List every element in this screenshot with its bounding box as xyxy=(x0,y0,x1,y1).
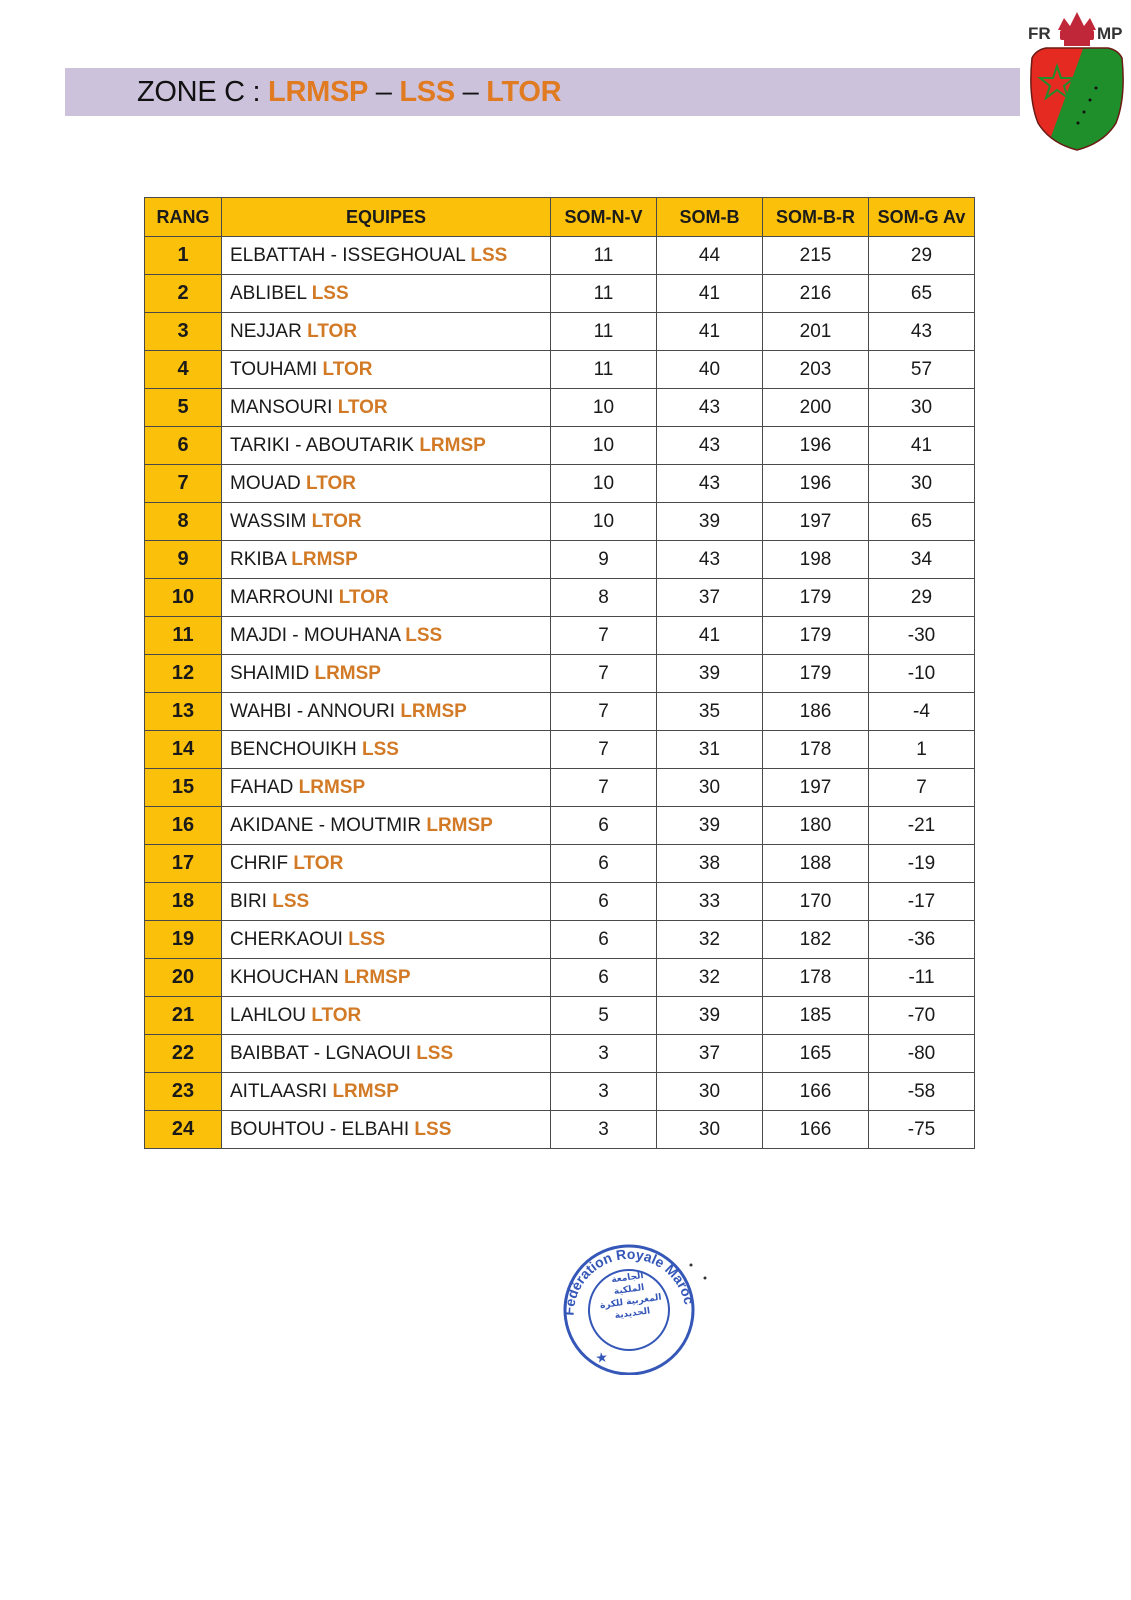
som-g-av-cell: -75 xyxy=(869,1111,975,1149)
league-ltor: LTOR xyxy=(486,75,562,108)
team-cell xyxy=(222,693,551,731)
som-b-cell: 33 xyxy=(657,883,763,921)
som-b-cell: 39 xyxy=(657,503,763,541)
team-name: BOUHTOU - ELBAHI xyxy=(230,1118,410,1140)
team-league: LTOR xyxy=(307,320,358,342)
team-league: LTOR xyxy=(337,396,388,418)
zone-title-prefix: ZONE C : xyxy=(137,75,269,108)
team-name: TOUHAMI xyxy=(230,358,318,380)
column-header-som-b-r: SOM-B-R xyxy=(763,198,869,237)
som-b-r-cell: 186 xyxy=(763,693,869,731)
team-league: LRMSP xyxy=(298,776,366,798)
table-row xyxy=(145,351,975,389)
som-b-r-cell: 178 xyxy=(763,959,869,997)
team-cell xyxy=(222,503,551,541)
som-g-av-cell: 65 xyxy=(869,503,975,541)
table-row xyxy=(145,655,975,693)
table-row xyxy=(145,959,975,997)
rank-cell: 6 xyxy=(145,427,222,465)
som-g-av-cell: -4 xyxy=(869,693,975,731)
som-b-r-cell: 200 xyxy=(763,389,869,427)
team-league: LSS xyxy=(470,244,508,266)
team-cell xyxy=(222,807,551,845)
som-g-av-cell: 30 xyxy=(869,389,975,427)
rank-cell: 23 xyxy=(145,1073,222,1111)
rank-cell: 13 xyxy=(145,693,222,731)
som-b-cell: 39 xyxy=(657,655,763,693)
team-cell xyxy=(222,237,551,275)
som-b-r-cell: 180 xyxy=(763,807,869,845)
team-league: LRMSP xyxy=(426,814,493,836)
rank-cell: 9 xyxy=(145,541,222,579)
team-cell xyxy=(222,845,551,883)
som-g-av-cell: -30 xyxy=(869,617,975,655)
team-league: LRMSP xyxy=(400,700,467,722)
column-header-som-b: SOM-B xyxy=(657,198,763,237)
som-g-av-cell: -17 xyxy=(869,883,975,921)
som-b-r-cell: 179 xyxy=(763,655,869,693)
team-name: BENCHOUIKH xyxy=(230,738,357,760)
team-name: BIRI xyxy=(230,890,267,912)
som-b-cell: 35 xyxy=(657,693,763,731)
zone-title-band xyxy=(65,68,1020,116)
team-cell xyxy=(222,1035,551,1073)
team-cell xyxy=(222,731,551,769)
logo-text-left: FR xyxy=(1028,24,1051,43)
team-name: MAJDI - MOUHANA xyxy=(230,624,400,646)
team-cell xyxy=(222,921,551,959)
team-name: WAHBI - ANNOURI xyxy=(230,700,396,722)
team-league: LSS xyxy=(361,738,399,760)
table-row xyxy=(145,769,975,807)
som-n-v-cell: 7 xyxy=(551,769,657,807)
crown-icon xyxy=(1058,12,1096,46)
team-league: LSS xyxy=(416,1042,454,1064)
som-g-av-cell: 29 xyxy=(869,579,975,617)
som-g-av-cell: 29 xyxy=(869,237,975,275)
rank-cell: 10 xyxy=(145,579,222,617)
team-league: LTOR xyxy=(293,852,344,874)
standings-table xyxy=(144,197,975,1149)
som-n-v-cell: 3 xyxy=(551,1111,657,1149)
team-league: LTOR xyxy=(306,472,356,494)
team-cell xyxy=(222,655,551,693)
som-b-r-cell: 188 xyxy=(763,845,869,883)
som-n-v-cell: 11 xyxy=(551,351,657,389)
team-league: LTOR xyxy=(311,510,362,532)
som-n-v-cell: 3 xyxy=(551,1035,657,1073)
som-g-av-cell: 43 xyxy=(869,313,975,351)
team-league: LSS xyxy=(405,624,443,646)
team-cell xyxy=(222,997,551,1035)
som-g-av-cell: -58 xyxy=(869,1073,975,1111)
team-league: LTOR xyxy=(322,358,373,380)
som-b-cell: 39 xyxy=(657,807,763,845)
som-n-v-cell: 3 xyxy=(551,1073,657,1111)
team-league: LSS xyxy=(348,928,386,950)
rank-cell: 5 xyxy=(145,389,222,427)
som-g-av-cell: 30 xyxy=(869,465,975,503)
som-n-v-cell: 11 xyxy=(551,275,657,313)
team-cell xyxy=(222,313,551,351)
team-league: LRMSP xyxy=(419,434,486,456)
som-b-cell: 38 xyxy=(657,845,763,883)
column-header-som-g-av: SOM-G Av xyxy=(869,198,975,237)
som-b-r-cell: 185 xyxy=(763,997,869,1035)
team-league: LRMSP xyxy=(314,662,381,684)
som-b-r-cell: 179 xyxy=(763,579,869,617)
svg-text:★: ★ xyxy=(594,1348,609,1367)
rank-cell: 14 xyxy=(145,731,222,769)
som-n-v-cell: 6 xyxy=(551,807,657,845)
rank-cell: 11 xyxy=(145,617,222,655)
title-separator: – xyxy=(368,75,400,108)
som-n-v-cell: 7 xyxy=(551,655,657,693)
rank-cell: 15 xyxy=(145,769,222,807)
som-b-cell: 43 xyxy=(657,465,763,503)
som-b-r-cell: 196 xyxy=(763,427,869,465)
som-b-r-cell: 197 xyxy=(763,503,869,541)
zone-title xyxy=(137,76,561,109)
table-row xyxy=(145,693,975,731)
som-b-cell: 41 xyxy=(657,275,763,313)
som-b-r-cell: 179 xyxy=(763,617,869,655)
team-league: LRMSP xyxy=(332,1080,399,1102)
column-header-rang: RANG xyxy=(145,198,222,237)
rank-cell: 20 xyxy=(145,959,222,997)
column-header-equipes: EQUIPES xyxy=(222,198,551,237)
som-b-cell: 39 xyxy=(657,997,763,1035)
table-row xyxy=(145,807,975,845)
som-b-r-cell: 182 xyxy=(763,921,869,959)
team-name: AITLAASRI xyxy=(230,1080,328,1102)
table-row xyxy=(145,997,975,1035)
rank-cell: 7 xyxy=(145,465,222,503)
som-b-cell: 31 xyxy=(657,731,763,769)
team-name: MOUAD xyxy=(230,472,301,494)
rank-cell: 1 xyxy=(145,237,222,275)
rank-cell: 4 xyxy=(145,351,222,389)
team-cell xyxy=(222,465,551,503)
table-header-row xyxy=(145,198,975,237)
som-n-v-cell: 7 xyxy=(551,731,657,769)
rank-cell: 19 xyxy=(145,921,222,959)
som-b-cell: 32 xyxy=(657,921,763,959)
som-n-v-cell: 9 xyxy=(551,541,657,579)
team-name: FAHAD xyxy=(230,776,294,798)
table-row xyxy=(145,427,975,465)
team-league: LSS xyxy=(311,282,349,304)
table-row xyxy=(145,503,975,541)
team-name: CHERKAOUI xyxy=(230,928,343,950)
som-g-av-cell: 34 xyxy=(869,541,975,579)
som-g-av-cell: -21 xyxy=(869,807,975,845)
rank-cell: 12 xyxy=(145,655,222,693)
som-n-v-cell: 10 xyxy=(551,503,657,541)
rank-cell: 8 xyxy=(145,503,222,541)
som-n-v-cell: 6 xyxy=(551,883,657,921)
som-b-cell: 43 xyxy=(657,389,763,427)
team-name: MANSOURI xyxy=(230,396,333,418)
table-row xyxy=(145,313,975,351)
som-b-r-cell: 196 xyxy=(763,465,869,503)
som-b-cell: 41 xyxy=(657,313,763,351)
team-cell xyxy=(222,617,551,655)
som-b-r-cell: 170 xyxy=(763,883,869,921)
team-name: LAHLOU xyxy=(230,1004,307,1026)
som-n-v-cell: 7 xyxy=(551,617,657,655)
som-n-v-cell: 10 xyxy=(551,389,657,427)
team-cell xyxy=(222,541,551,579)
som-b-cell: 43 xyxy=(657,541,763,579)
rank-cell: 22 xyxy=(145,1035,222,1073)
column-header-som-n-v: SOM-N-V xyxy=(551,198,657,237)
team-name: MARROUNI xyxy=(230,586,334,608)
team-cell xyxy=(222,883,551,921)
team-league: LSS xyxy=(272,890,310,912)
league-lss: LSS xyxy=(399,75,455,108)
som-n-v-cell: 11 xyxy=(551,313,657,351)
team-league: LTOR xyxy=(338,586,389,608)
rank-cell: 2 xyxy=(145,275,222,313)
som-g-av-cell: 57 xyxy=(869,351,975,389)
rank-cell: 18 xyxy=(145,883,222,921)
som-b-r-cell: 216 xyxy=(763,275,869,313)
rank-cell: 21 xyxy=(145,997,222,1035)
team-league: LRMSP xyxy=(291,548,358,570)
som-b-cell: 41 xyxy=(657,617,763,655)
som-b-cell: 44 xyxy=(657,237,763,275)
league-lrmsp: LRMSP xyxy=(268,75,369,108)
som-g-av-cell: -10 xyxy=(869,655,975,693)
table-row xyxy=(145,921,975,959)
team-cell xyxy=(222,1111,551,1149)
rank-cell: 17 xyxy=(145,845,222,883)
som-b-cell: 43 xyxy=(657,427,763,465)
team-name: CHRIF xyxy=(230,852,289,874)
table-row xyxy=(145,465,975,503)
team-cell xyxy=(222,389,551,427)
som-g-av-cell: -80 xyxy=(869,1035,975,1073)
rank-cell: 3 xyxy=(145,313,222,351)
som-b-r-cell: 166 xyxy=(763,1111,869,1149)
som-b-r-cell: 198 xyxy=(763,541,869,579)
som-b-r-cell: 215 xyxy=(763,237,869,275)
team-name: KHOUCHAN xyxy=(230,966,339,988)
team-name: ABLIBEL xyxy=(230,282,307,304)
team-name: NEJJAR xyxy=(230,320,302,342)
som-g-av-cell: -70 xyxy=(869,997,975,1035)
som-b-r-cell: 166 xyxy=(763,1073,869,1111)
som-n-v-cell: 7 xyxy=(551,693,657,731)
table-row xyxy=(145,275,975,313)
som-b-cell: 40 xyxy=(657,351,763,389)
som-n-v-cell: 10 xyxy=(551,427,657,465)
logo-text-right: MP xyxy=(1097,24,1123,43)
team-name: WASSIM xyxy=(230,510,307,532)
team-cell xyxy=(222,1073,551,1111)
team-cell xyxy=(222,959,551,997)
team-cell xyxy=(222,769,551,807)
som-g-av-cell: 1 xyxy=(869,731,975,769)
som-n-v-cell: 11 xyxy=(551,237,657,275)
team-name: ELBATTAH - ISSEGHOUAL xyxy=(230,244,466,266)
table-row xyxy=(145,845,975,883)
table-row xyxy=(145,617,975,655)
frmp-logo xyxy=(1024,8,1131,158)
team-cell xyxy=(222,579,551,617)
som-n-v-cell: 10 xyxy=(551,465,657,503)
table-row xyxy=(145,579,975,617)
table-row xyxy=(145,1073,975,1111)
team-name: AKIDANE - MOUTMIR xyxy=(230,814,422,836)
title-separator: – xyxy=(454,75,487,108)
som-g-av-cell: 7 xyxy=(869,769,975,807)
team-name: SHAIMID xyxy=(230,662,310,684)
som-b-cell: 30 xyxy=(657,1073,763,1111)
som-g-av-cell: 41 xyxy=(869,427,975,465)
som-b-cell: 37 xyxy=(657,1035,763,1073)
som-b-cell: 30 xyxy=(657,1111,763,1149)
som-n-v-cell: 6 xyxy=(551,845,657,883)
stamp-inner-text: الجامعة الملكية المغربية للكرة الحديدية xyxy=(599,1270,663,1322)
som-b-r-cell: 201 xyxy=(763,313,869,351)
som-n-v-cell: 8 xyxy=(551,579,657,617)
som-b-cell: 30 xyxy=(657,769,763,807)
som-b-r-cell: 165 xyxy=(763,1035,869,1073)
table-row xyxy=(145,731,975,769)
som-g-av-cell: -19 xyxy=(869,845,975,883)
team-league: LSS xyxy=(414,1118,452,1140)
table-row xyxy=(145,237,975,275)
som-n-v-cell: 5 xyxy=(551,997,657,1035)
rank-cell: 16 xyxy=(145,807,222,845)
team-name: BAIBBAT - LGNAOUI xyxy=(230,1042,411,1064)
table-row xyxy=(145,541,975,579)
team-cell xyxy=(222,351,551,389)
table-row xyxy=(145,883,975,921)
som-g-av-cell: -11 xyxy=(869,959,975,997)
team-cell xyxy=(222,427,551,465)
table-row xyxy=(145,1035,975,1073)
federation-stamp xyxy=(553,1240,713,1375)
team-name: RKIBA xyxy=(230,548,286,570)
team-name: TARIKI - ABOUTARIK xyxy=(230,434,415,456)
team-league: LRMSP xyxy=(344,966,411,988)
som-n-v-cell: 6 xyxy=(551,921,657,959)
som-b-cell: 32 xyxy=(657,959,763,997)
som-b-r-cell: 178 xyxy=(763,731,869,769)
som-b-r-cell: 203 xyxy=(763,351,869,389)
som-n-v-cell: 6 xyxy=(551,959,657,997)
stamp-outer-text: Fédération Royale Marocaine xyxy=(560,1245,698,1316)
rank-cell: 24 xyxy=(145,1111,222,1149)
som-g-av-cell: -36 xyxy=(869,921,975,959)
team-league: LTOR xyxy=(311,1004,362,1026)
som-b-r-cell: 197 xyxy=(763,769,869,807)
team-cell xyxy=(222,275,551,313)
table-row xyxy=(145,1111,975,1149)
som-b-cell: 37 xyxy=(657,579,763,617)
table-row xyxy=(145,389,975,427)
som-g-av-cell: 65 xyxy=(869,275,975,313)
